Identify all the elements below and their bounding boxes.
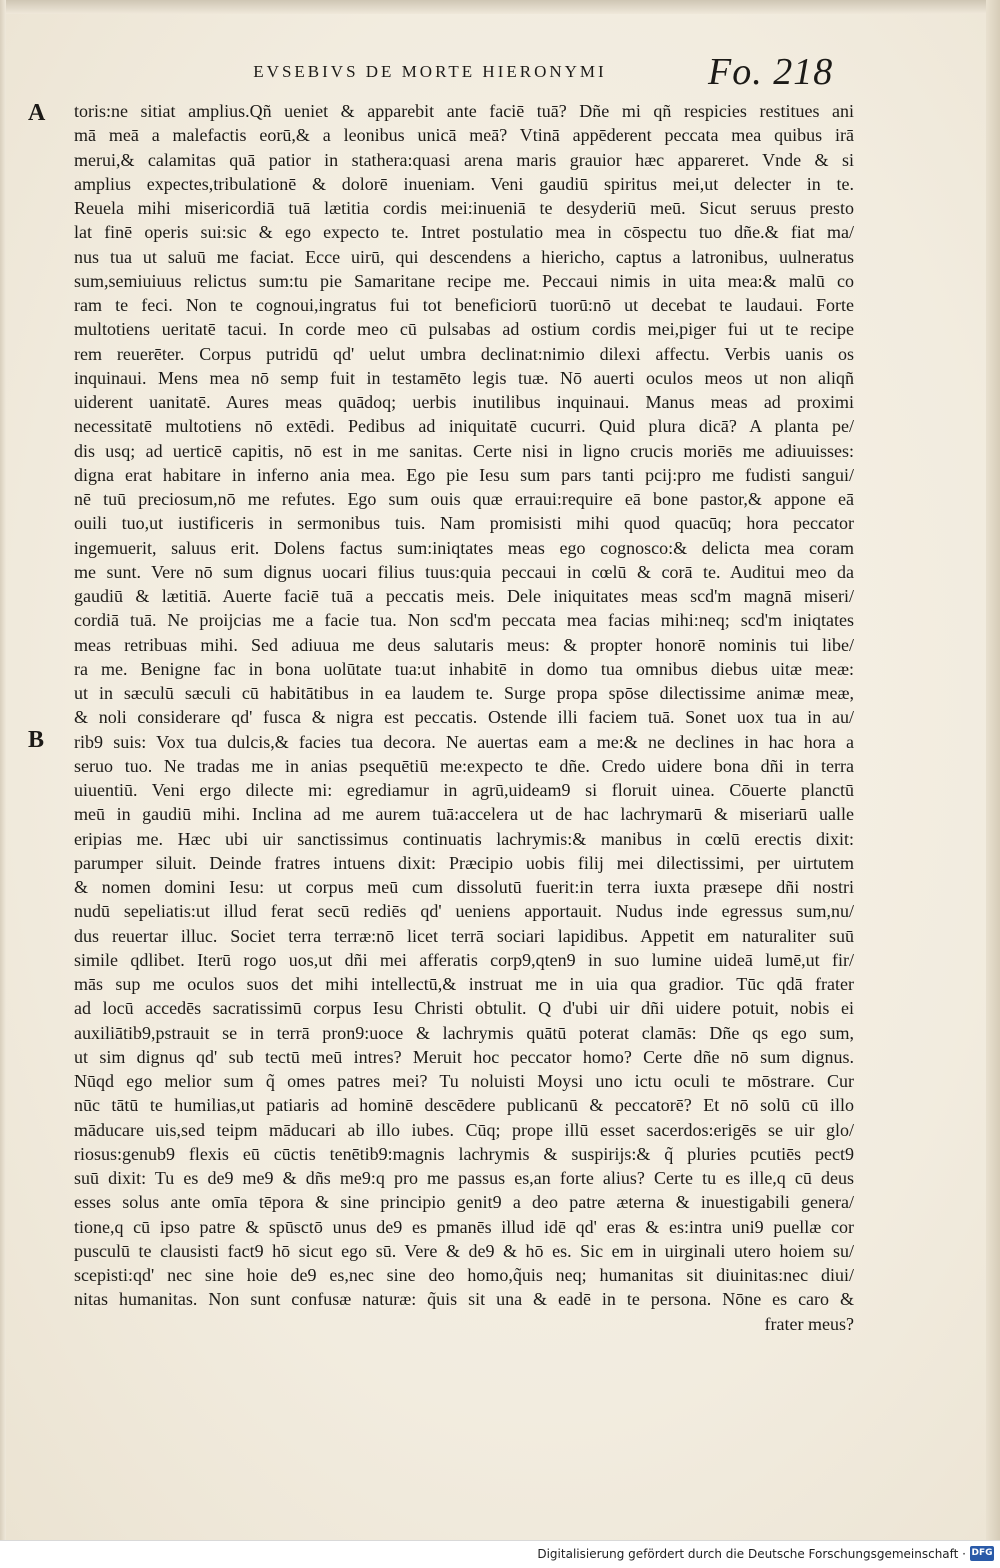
text-line: multotiens ueritatē tacui. In corde meo cū pulsabas ad ostium cordis mei,piger fui ut te recipe (74, 319, 854, 340)
text-line: esses solus ante omīa tēpora & sine principio genit9 a deo patre æterna & inuestigabili genera/ (74, 1192, 854, 1213)
text-line: riosus:genub9 flexis eū cūctis tenētib9:magnis lachrymis & suspirijs:& q̃ pluries pcutiēs pect9 (74, 1143, 854, 1164)
text-line: toris:ne sitiat amplius.Qñ ueniet & apparebit ante faciē tuā? Dñe mi qñ respicies restitues ani (74, 101, 854, 121)
text-line: dis usq; ad uerticē capitis, nō est in me sanitas. Certe nisi in ligno crucis moriēs me adiuuisses: (74, 440, 854, 461)
text-line: amplius expectes,tribulationē & dolorē inueniam. Veni gaudiū spiritus mei,ut delecter in te. (74, 173, 854, 194)
text-line: māducare uis,sed teipm māducari ab illo iubes. Cūq; prope illū esset sacerdos:erigēs se uir glo/ (74, 1119, 854, 1140)
text-line: mā meā a malefactis eorū,& a leonibus unicā meā? Vtinā appēderent peccata mea quibus irā (74, 125, 854, 146)
text-line: nūc tātū te humilias,ut patiaris ad hominē descēdere publicanū & peccatorē? Et nō solū cū illo (74, 1095, 854, 1116)
text-line: sum,semiuiuus relictus sum:tu pie Samaritane recipe me. Peccaui nimis in uita mea:& malū co (74, 270, 854, 291)
text-line: ad locū accedēs sacratissimū corpus Iesu Christi obtulit. Q d'ubi uir dñi uidere potuit, nobis ei (74, 998, 854, 1019)
text-line: rib9 suis: Vox tua dulcis,& facies tua decora. Ne auertas eam a me:& ne declines in hac hora a (74, 731, 854, 752)
text-line: ram te feci. Non te cognoui,ingratus fui tot beneficiorū tuorū:nō ut decebat te laudaui. Forte (74, 295, 854, 315)
text-line: ut in sæculū sæculi cū habitātibus in ea laudem te. Surge propa spōse dilectissime animæ meæ, (74, 683, 854, 703)
scan-top-edge (0, 0, 1000, 14)
text-line: Nūqd ego melior sum q̃ omes patres mei? Tu noluisti Moysi uno ictu oculi te mōstrare. Cur (74, 1071, 854, 1091)
text-line: uiuentiū. Veni ergo dilecte mi: egrediamur in agrū,uideam9 si floruit uinea. Cōuerte planctū (74, 780, 854, 800)
text-line: mās sup me oculos suos det mihi intellectū,& instruat me in uia qua gradior. Tūc qdā frater (74, 974, 854, 994)
text-line: merui,& calamitas quā patior in stathera:quasi arena maris grauior hæc appareret. Vnde & si (74, 149, 854, 170)
text-line: rem reuerēter. Corpus putridū qd' uelut umbra declinat:nimio dilexi affectu. Verbis uanis os (74, 343, 854, 364)
text-line: simile qdlibet. Iterū rogo uos,ut dñi mei afferatis corp9,qten9 in suo lumine uideā lumē,ut fir/ (74, 949, 854, 970)
text-line: suū dixit: Tu es de9 me9 & dñs me9:q pro me passus es,an forte alius? Certe tu es ille,q cū deus (74, 1168, 854, 1188)
text-line: meas retribuas mihi. Sed adiuua me deus salutaris meus: & propter honorē nominis tui libe/ (74, 634, 854, 655)
margin-letter-b: B (28, 727, 45, 753)
text-line: lat finē operis sui:sic & ego expecto te. Intret postulatio mea in cōspectu tuo dñe.& fiat ma/ (74, 222, 854, 243)
text-line: meū in gaudiū mihi. Inclina ad me aurem tuā:accelera ut de hac lachrymarū & miseriarū ualle (74, 804, 854, 825)
scan-right-edge (986, 0, 1000, 1540)
text-line: frater meus? (764, 1313, 854, 1334)
footer-credit: Digitalisierung gefördert durch die Deutsche Forschungsgemeinschaft · (537, 1547, 966, 1561)
text-line: Reuela mihi misericordiā tuā lætitia cordis mei:inueniā te desyderiū meū. Sicut seruus presto (74, 198, 854, 218)
folio-number: Fo. 218 (708, 51, 834, 93)
text-line: ut sim dignus qd' sub tectū meū intres? Meruit hoc peccator homo? Certe dñe nō sum dignus. (74, 1046, 854, 1067)
text-line: ouili tuo,ut iustificeris in sermonibus tuis. Nam promisisti mihi quod quacūq; hora peccator (74, 513, 854, 534)
text-line: pusculū te clausisti fact9 hō sicut ego sū. Vere & de9 & hō es. Sic em in uirginali utero hoiem su/ (74, 1240, 854, 1261)
text-line: gaudiū & lætitiā. Auerte faciē tuā a peccatis meis. Dele iniquitates meas scd'm magnā miseri/ (74, 586, 854, 606)
text-line: cordiā tuā. Ne proijcias me a facie tua. Non scd'm peccata mea facias mihi:neq; scd'm iniqtates (74, 610, 854, 631)
text-line: necessitatē multotiens nō extēdi. Pedibus ad iniquitatē cucurri. Quid plura dicā? A planta pe/ (74, 416, 854, 437)
text-line: inquinaui. Mens mea nō semp fuit in testamēto legis tuæ. Nō auerti oculos meos ut non aliqñ (74, 367, 854, 388)
text-line: auxiliātib9,pstrauit se in terrā pron9:uoce & lachrymis quātū poterat clamās: Dñe qs ego sum, (74, 1022, 854, 1043)
text-line: seruo tuo. Ne tradas me in anias psequētiū me:expecto te dñe. Credo uidere bona dñi in terra (74, 755, 854, 776)
margin-letter-a: A (28, 100, 46, 126)
text-line: ra me. Benigne fac in bona uolūtate tua:ut inhabitē in domo tua omnibus diebus uitæ meæ: (74, 658, 854, 679)
text-line: & nomen domini Iesu: ut corpus meū cum dissolutū fuerit:in terra iuxta præsepe dñi nostri (74, 877, 854, 897)
dfg-logo: DFG (970, 1546, 994, 1561)
text-line: scepisti:qd' nec sine hoie de9 es,nec sine deo homo,q̃uis neq; humanitas sit diuinitas:nec diui/ (74, 1265, 854, 1285)
text-line: parumper siluit. Deinde fratres intuens dixit: Præcipio uobis filij mei dilectissimi, per uirtutem (74, 852, 854, 873)
text-line: dus reuertar illuc. Societ terra terræ:nō licet terrā sociari lapidibus. Appetit em naturaliter suū (74, 925, 854, 946)
text-line: nudū sepeliatis:ut illud ferat secū rediēs qd' ueniens apportauit. Nudus inde egressus sum,nu/ (74, 901, 854, 922)
text-line: uiderent uanitatē. Aures meas quādoq; uerbis inutilibus inquinaui. Manus meas ad proximi (74, 392, 854, 412)
text-line: nitas humanitas. Non sunt confusæ naturæ: q̃uis sit una & eadē in te persona. Nōne es caro & (74, 1289, 854, 1310)
text-line: nē tuū preciosum,nō me refutes. Ego sum ouis quæ erraui:require eā bone pastor,& appone eā (74, 489, 854, 509)
text-line: digna erat habitare in inferno ania mea. Ego pie Iesu sum pars tanti pcij:pro me fudisti sangui/ (74, 464, 854, 485)
text-line: nus tua ut saluū me faciat. Ecce uirū, qui descendens a hiericho, captus a latronibus, uulneratus (74, 246, 854, 267)
text-line: eripias me. Hæc ubi uir sanctissimus continuatis lachrymis:& manibus in cœlū erectis dixit: (74, 828, 854, 849)
text-line: tione,q cū ipso patre & spūsctō unus de9 es pmanēs illud idē qd' eras & es:intra uni9 puellæ cor (74, 1216, 854, 1237)
text-line: & noli considerare qd' fusca & nigra est peccatis. Ostende illi faciem tuā. Sonet uox tua in au/ (74, 707, 854, 728)
text-line: ingemuerit, saluus erit. Dolens factus sum:iniqtates meas ego cognosco:& delicta mea coram (74, 537, 854, 558)
text-line: me sunt. Vere nō sum dignus uocari filius tuus:quia peccaui in cœlū & corā te. Auditui meo da (74, 561, 854, 582)
running-header: EVSEBIVS DE MORTE HIERONYMI (253, 62, 607, 81)
footer-bar (0, 1540, 1000, 1568)
text-block (74, 99, 854, 1336)
